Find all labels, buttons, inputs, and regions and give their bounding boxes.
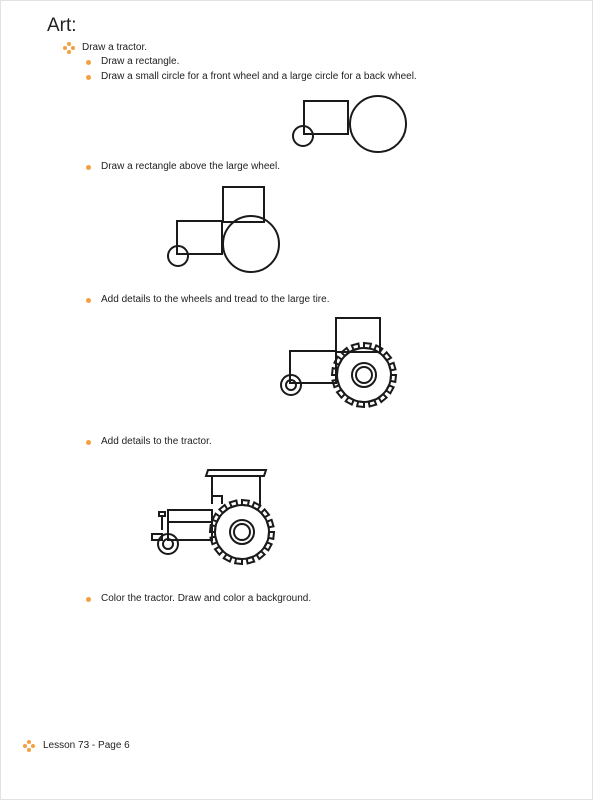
section-title: Art: bbox=[47, 15, 77, 36]
task-label: Draw a tractor. bbox=[82, 42, 148, 53]
tractor-step-1-figure bbox=[290, 92, 415, 158]
diamond-bullet-icon bbox=[23, 740, 35, 752]
step-bullet-icon bbox=[86, 597, 91, 602]
step-bullet-icon bbox=[86, 440, 91, 445]
tractor-step-4-figure bbox=[148, 466, 282, 570]
step-bullet-icon bbox=[86, 75, 91, 80]
step-3-text: Draw a rectangle above the large wheel. bbox=[101, 161, 280, 172]
step-bullet-icon bbox=[86, 60, 91, 65]
step-4-text: Add details to the wheels and tread to the large tire. bbox=[101, 294, 330, 305]
step-1-text: Draw a rectangle. bbox=[101, 56, 180, 67]
step-5-text: Add details to the tractor. bbox=[101, 436, 212, 447]
tractor-step-3-figure bbox=[276, 312, 404, 408]
diamond-bullet-icon bbox=[63, 42, 75, 54]
step-bullet-icon bbox=[86, 165, 91, 170]
footer-lesson-label: Lesson 73 - Page 6 bbox=[43, 740, 130, 751]
step-6-text: Color the tractor. Draw and color a background. bbox=[101, 593, 312, 604]
step-bullet-icon bbox=[86, 298, 91, 303]
tractor-step-2-figure bbox=[162, 182, 286, 274]
step-2-text: Draw a small circle for a front wheel and a large circle for a back wheel. bbox=[101, 71, 417, 82]
